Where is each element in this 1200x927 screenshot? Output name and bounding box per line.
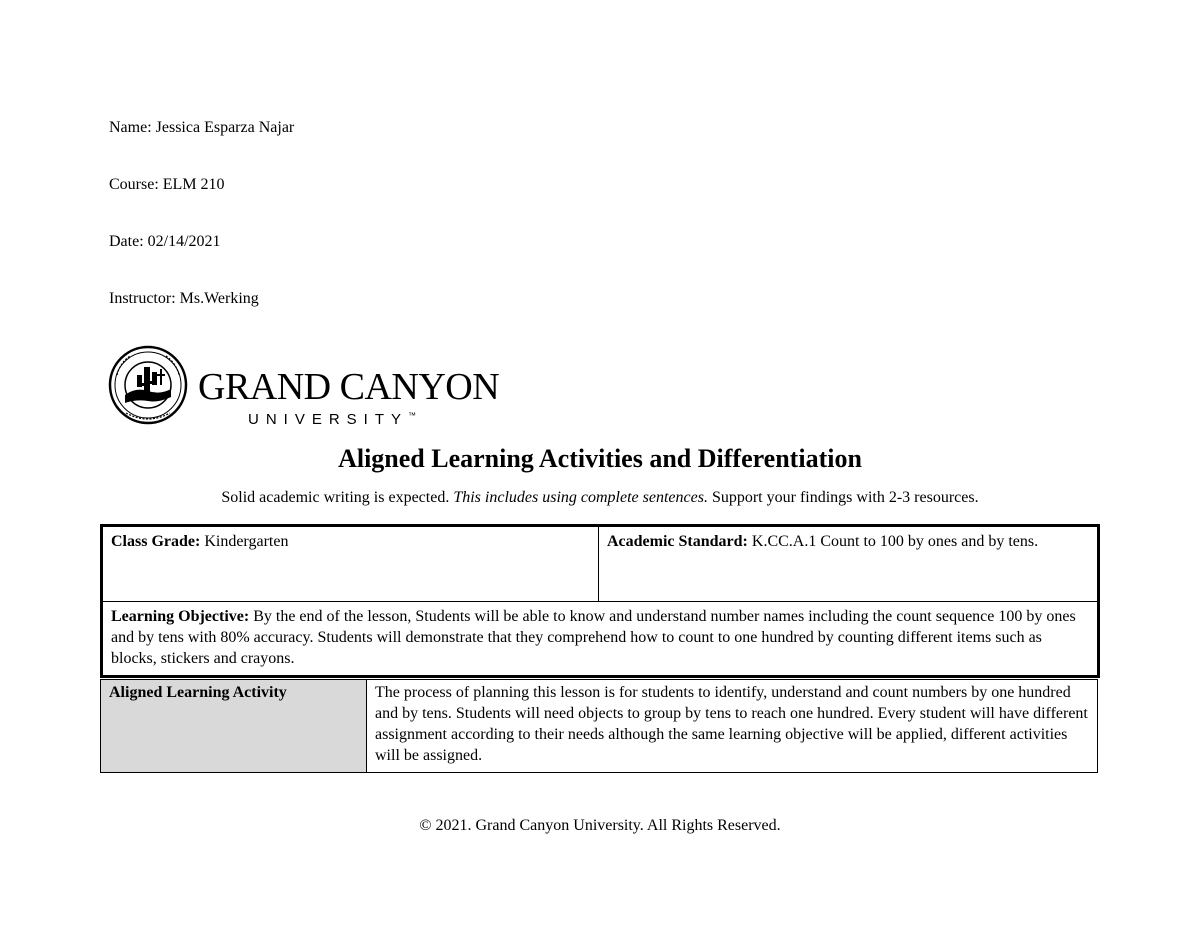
- lesson-info-table: [100, 524, 1100, 678]
- academic-standard-label: Academic Standard:: [607, 533, 748, 550]
- learning-objective-label: Learning Objective:: [111, 608, 250, 625]
- logo-subword: [248, 407, 416, 429]
- copyright-footer: © 2021. Grand Canyon University. All Rights Reserved.: [419, 817, 781, 834]
- class-grade-label: Class Grade:: [111, 533, 201, 550]
- learning-objective-cell: [102, 602, 1099, 677]
- academic-standard-cell: [599, 526, 1099, 602]
- logo-university-text: UNIVERSITY: [248, 411, 409, 428]
- document-title: Aligned Learning Activities and Differentiation: [338, 444, 862, 473]
- class-grade-cell: [102, 526, 599, 602]
- activity-table: [100, 679, 1098, 773]
- trademark-symbol: ™: [408, 411, 417, 420]
- date: Date: 02/14/2021: [109, 233, 221, 250]
- logo-wordmark: GRAND CANYON: [198, 366, 500, 408]
- activity-label-cell: Aligned Learning Activity: [101, 680, 367, 773]
- activity-description-cell: The process of planning this lesson is for students to identify, understand and count numbers by one hundred and by tens. Students will need objects to group by tens to reach one hundred. Every student will have different assignment according to their needs although the same learning objective will be applied, different activities will be assigned.: [367, 680, 1098, 773]
- instructor: Instructor: Ms.Werking: [109, 290, 259, 307]
- student-name: Name: Jessica Esparza Najar: [109, 119, 295, 136]
- instructions-part2: This includes using complete sentences.: [453, 489, 708, 506]
- instructions: [0, 488, 1200, 508]
- class-grade-value: Kindergarten: [200, 533, 289, 550]
- university-seal-icon: [108, 345, 188, 425]
- academic-standard-value: K.CC.A.1 Count to 100 by ones and by tens.: [747, 533, 1039, 550]
- instructions-part1: Solid academic writing is expected.: [221, 489, 454, 506]
- instructions-part3: Support your findings with 2-3 resources.: [707, 489, 979, 506]
- gcu-logo: [108, 345, 500, 428]
- course: Course: ELM 210: [109, 176, 225, 193]
- learning-objective-value: By the end of the lesson, Students will be able to know and understand number names including the count sequence 100 by ones and by tens with 80% accuracy. Students will demonstrate that they comprehend how to count to one hundred by counting different items such as blocks, stickers and crayons.: [111, 608, 1076, 667]
